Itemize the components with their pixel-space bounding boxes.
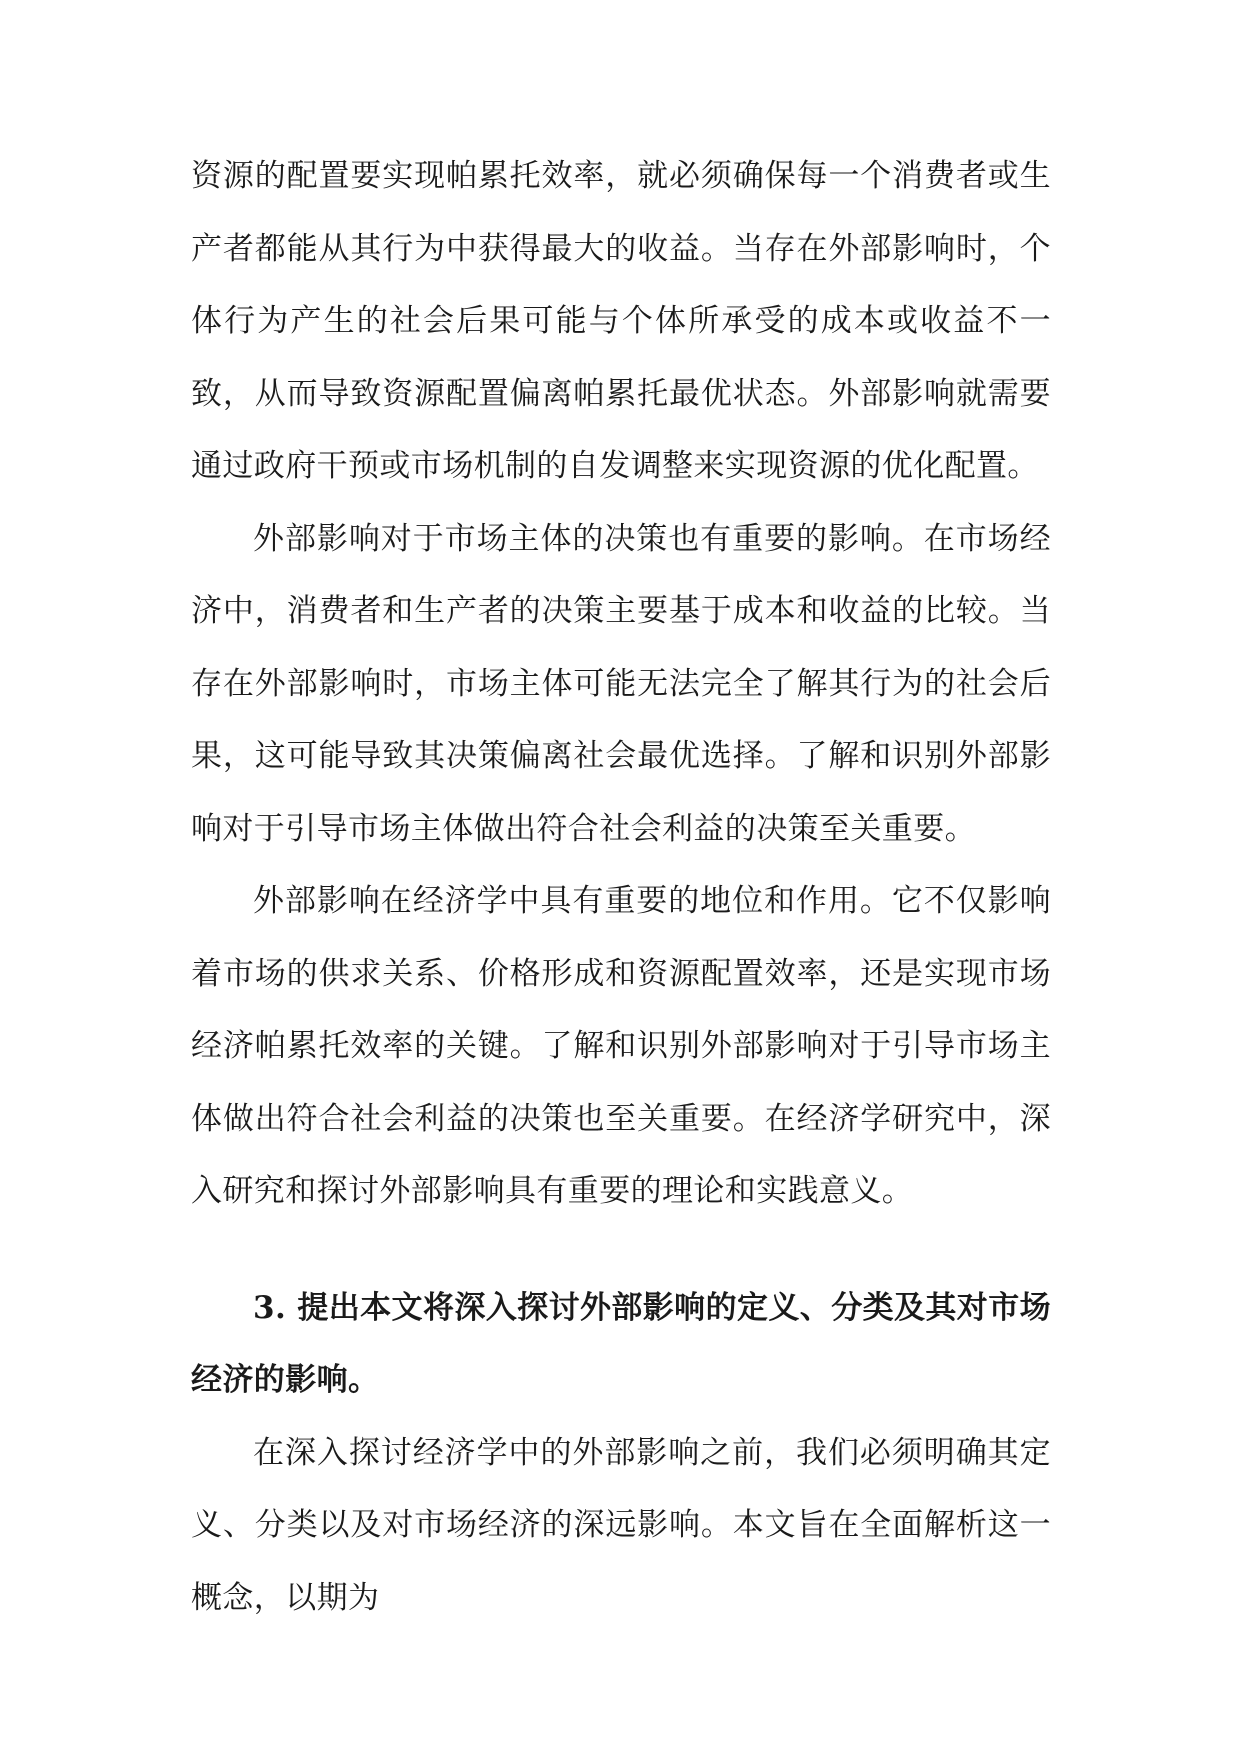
section-heading: 3. 提出本文将深入探讨外部影响的定义、分类及其对市场经济的影响。 <box>191 1289 1051 1398</box>
paragraph-continued: 资源的配置要实现帕累托效率，就必须确保每一个消费者或生产者都能从其行为中获得最大的收益。当存在外部影响时，个体行为产生的社会后果可能与个体所承受的成本或收益不一致，从而导致资源配置偏离帕累托最优状态。外部影响就需要通过政府干预或市场机制的自发调整来实现资源的优化配置。 <box>191 158 1051 484</box>
paragraph-importance: 外部影响在经济学中具有重要的地位和作用。它不仅影响着市场的供求关系、价格形成和资源配置效率，还是实现市场经济帕累托效率的关键。了解和识别外部影响对于引导市场主体做出符合社会利益的决策也至关重要。在经济学研究中，深入研究和探讨外部影响具有重要的理论和实践意义。 <box>191 883 1051 1209</box>
paragraph-decision-impact: 外部影响对于市场主体的决策也有重要的影响。在市场经济中，消费者和生产者的决策主要基于成本和收益的比较。当存在外部影响时，市场主体可能无法完全了解其行为的社会后果，这可能导致其决策偏离社会最优选择。了解和识别外部影响对于引导市场主体做出符合社会利益的决策至关重要。 <box>191 520 1051 847</box>
paragraph-intro: 在深入探讨经济学中的外部影响之前，我们必须明确其定义、分类以及对市场经济的深远影响。本文旨在全面解析这一概念，以期为 <box>191 1434 1051 1616</box>
document-page <box>191 140 1051 1634</box>
